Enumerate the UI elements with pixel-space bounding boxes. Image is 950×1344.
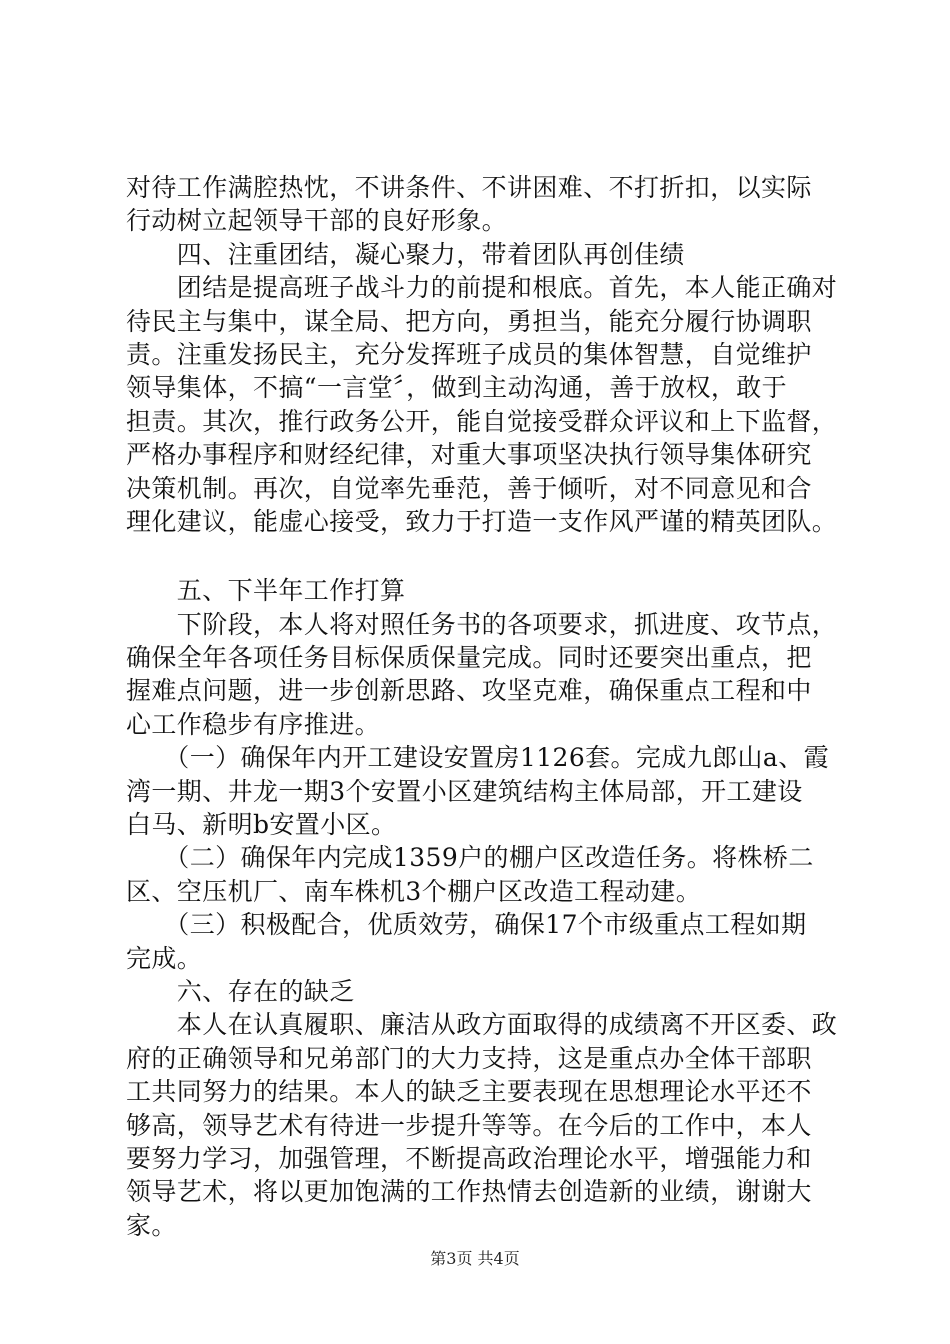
text-line: 责。注重发扬民主，充分发挥班子成员的集体智慧，自觉维护 (126, 339, 812, 369)
text-line: 府的正确领导和兄弟部门的大力支持，这是重点办全体干部职 (126, 1043, 812, 1073)
text-line: 区、空压机厂、南车株机3个棚户区改造工程动建。 (126, 876, 702, 906)
text-line: 待民主与集中，谋全局、把方向，勇担当，能充分履行协调职 (126, 306, 812, 336)
text-line: 确保全年各项任务目标保质保量完成。同时还要突出重点，把 (126, 643, 812, 673)
body-section-plans (126, 574, 836, 1242)
text-line: 够高，领导艺术有待进一步提升等等。在今后的工作中，本人 (126, 1110, 812, 1140)
page-footer: 第3页 共4页 (430, 1249, 520, 1268)
text-line: 白马、新明b安置小区。 (126, 810, 397, 840)
text-line: 对待工作满腔热忱，不讲条件、不讲困难、不打折扣，以实际 (126, 173, 812, 202)
text-line: 家。 (126, 1210, 177, 1240)
text-line: 四、注重团结，凝心聚力，带着团队再创佳绩 (126, 239, 685, 269)
text-line: 湾一期、井龙一期3个安置小区建筑结构主体局部，开工建设 (126, 776, 803, 806)
text-line: 决策机制。再次，自觉率先垂范，善于倾听，对不同意见和合 (126, 473, 812, 503)
text-line: （一）确保年内开工建设安置房1126套。完成九郎山a、霞 (126, 743, 830, 773)
text-line: （三）积极配合，优质效劳，确保17个市级重点工程如期 (126, 910, 807, 940)
text-line: 心工作稳步有序推进。 (126, 709, 381, 739)
paragraph-gap (126, 538, 836, 574)
text-line: 下阶段，本人将对照任务书的各项要求，抓进度、攻节点， (126, 609, 838, 639)
text-line: 握难点问题，进一步创新思路、攻坚克难，确保重点工程和中 (126, 676, 812, 706)
text-line: 五、下半年工作打算 (126, 576, 406, 606)
text-line: 担责。其次，推行政务公开，能自觉接受群众评议和上下监督， (126, 406, 838, 436)
text-line: 严格办事程序和财经纪律，对重大事项坚决执行领导集体研究 (126, 440, 812, 470)
text-line: 要努力学习，加强管理，不断提高政治理论水平，增强能力和 (126, 1143, 812, 1173)
body-section-achievements (126, 171, 836, 538)
text-line: 领导艺术，将以更加饱满的工作热情去创造新的业绩，谢谢大 (126, 1177, 812, 1207)
text-line: 完成。 (126, 943, 203, 973)
text-line: 工共同努力的结果。本人的缺乏主要表现在思想理论水平还不 (126, 1077, 812, 1107)
text-line: （二）确保年内完成1359户的棚户区改造任务。将株桥二 (126, 843, 814, 873)
document-body (126, 171, 836, 1242)
text-line: 理化建议，能虚心接受，致力于打造一支作风严谨的精英团队。 (126, 506, 838, 536)
text-line: 六、存在的缺乏 (126, 976, 355, 1006)
text-line: 领导集体，不搞“一言堂〞，做到主动沟通，善于放权，敢于 (126, 373, 788, 403)
text-line: 团结是提高班子战斗力的前提和根底。首先，本人能正确对 (126, 273, 838, 303)
text-line: 本人在认真履职、廉洁从政方面取得的成绩离不开区委、政 (126, 1010, 838, 1040)
text-line: 行动树立起领导干部的良好形象。 (126, 206, 508, 236)
